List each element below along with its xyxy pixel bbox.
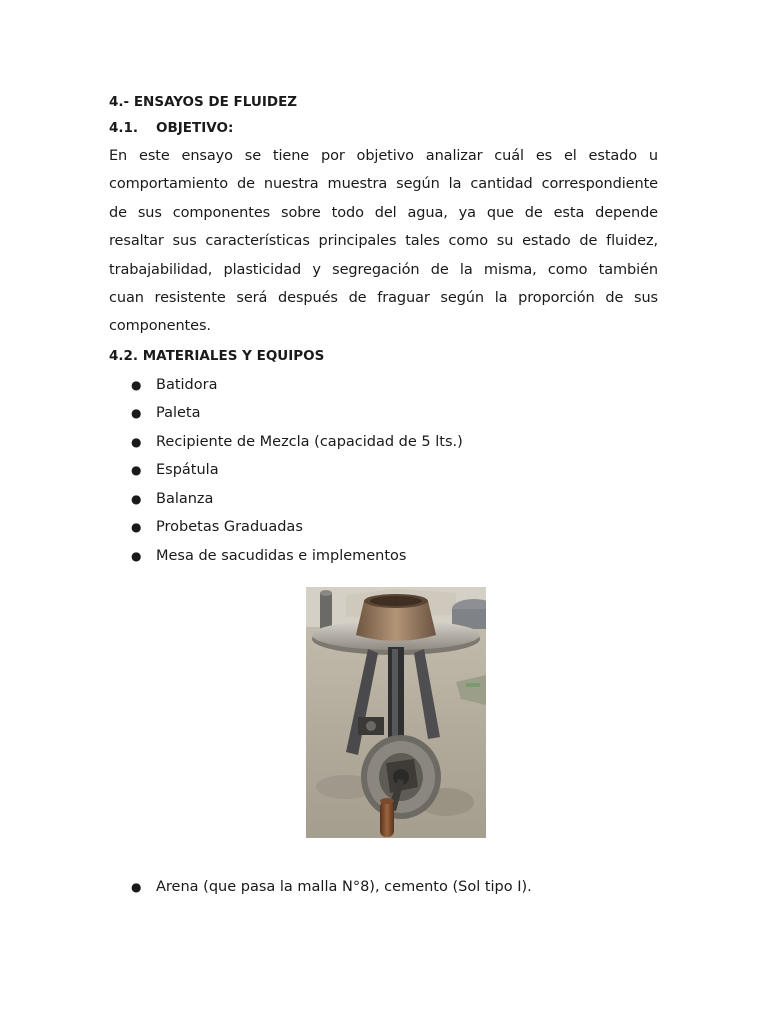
list-item	[109, 485, 658, 514]
objective-line-5: trabajabilidad, plasticidad y segregación de la misma, como también	[109, 261, 658, 278]
list-item-label: Balanza	[156, 490, 214, 507]
list-item-label: Probetas Graduadas	[156, 519, 303, 536]
objective-heading	[109, 114, 658, 142]
list-item-label: Batidora	[156, 376, 218, 393]
objective-line-6: cuan resistente será después de fraguar según la proporción de sus	[109, 290, 658, 307]
materials-list-continued	[109, 873, 658, 902]
list-item	[109, 371, 658, 400]
list-item	[109, 513, 658, 542]
bullet-icon: ●	[131, 491, 142, 506]
bullet-icon: ●	[131, 377, 142, 392]
bullet-icon: ●	[131, 880, 142, 894]
list-item-label: Espátula	[156, 462, 219, 479]
list-item	[109, 428, 658, 457]
bullet-icon: ●	[131, 548, 142, 563]
objective-title: OBJETIVO	[156, 120, 228, 136]
materials-heading: 4.2. MATERIALES Y EQUIPOS	[109, 347, 325, 364]
list-item-label: Arena (que pasa la malla N°8), cemento (Sol tipo I).	[156, 879, 532, 895]
list-item	[109, 542, 658, 571]
objective-paragraph	[109, 142, 658, 341]
materials-list	[109, 371, 658, 571]
bullet-icon: ●	[131, 463, 142, 478]
list-item-label: Recipiente de Mezcla (capacidad de 5 lts.)	[156, 433, 463, 450]
section-heading: 4.- ENSAYOS DE FLUIDEZ	[109, 94, 298, 110]
list-item	[109, 399, 658, 428]
final-list-item	[109, 873, 658, 902]
objective-line-7: componentes.	[109, 318, 211, 335]
list-item	[109, 873, 658, 902]
objective-title-wrap: OBJETIVO:	[156, 120, 234, 136]
objective-number: 4.1.	[109, 120, 139, 136]
list-item-label: Mesa de sacudidas e implementos	[156, 547, 407, 564]
list-item-label: Paleta	[156, 405, 201, 422]
bullet-icon: ●	[131, 434, 142, 449]
document-body	[109, 90, 658, 570]
objective-line-4: resaltar sus características principales tales como su estado de fluidez,	[109, 233, 658, 250]
bullet-icon: ●	[131, 520, 142, 535]
objective-line-1: En este ensayo se tiene por objetivo analizar cuál es el estado u	[109, 148, 658, 164]
flow-table-photo	[306, 587, 486, 838]
objective-line-3: de sus componentes sobre todo del agua, ya que de esta depende	[109, 204, 658, 221]
bullet-icon: ●	[131, 406, 142, 421]
list-item	[109, 456, 658, 485]
objective-line-2: comportamiento de nuestra muestra según la cantidad correspondiente	[109, 176, 658, 193]
